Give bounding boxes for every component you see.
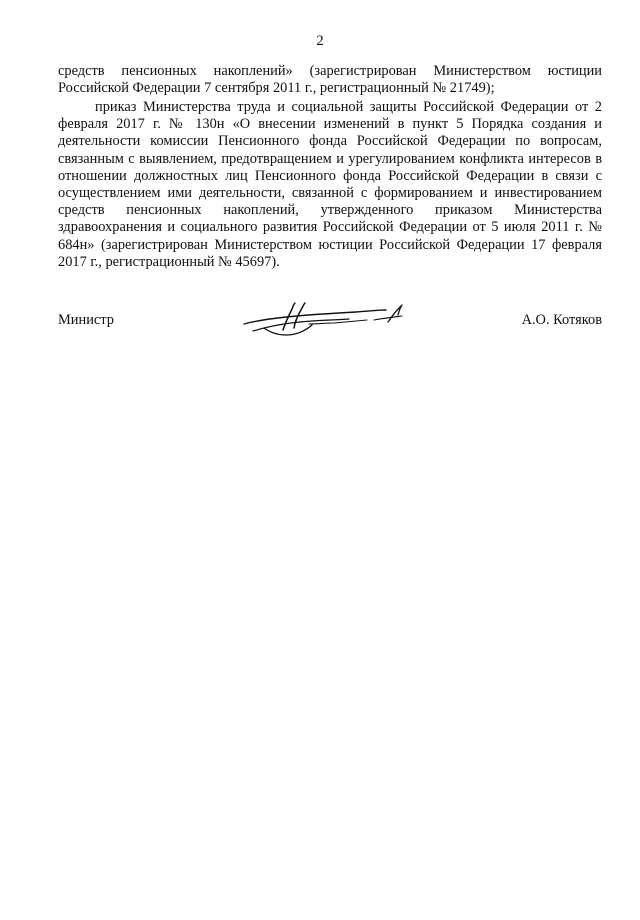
paragraph-1: средств пенсионных накоплений» (зарегистрирован Министерством юстиции Российской Федерации 7 сентября 2011 г., регистрационный № 21749); bbox=[58, 63, 602, 97]
paragraph-2: приказ Министерства труда и социальной защиты Российской Федерации от 2 февраля 2017 г. № 130н «О внесении изменений в пункт 5 Порядка создания и деятельности комиссии Пенсионного фонда Российской Федерации по вопросам, связанным с выявлением, предотвращением и урегулированием конфликта интересов в отношении должностных лиц Пенсионного фонда Российской Федерации в связи с осуществлением ими деятельности, связанной с формированием и инвестированием средств пенсионных накоплений, утвержденного приказом Министерства здравоохранения и социального развития Российской Федерации от 5 июля 2011 г. № 684н» (зарегистрирован Министерством юстиции Российской Федерации 17 февраля 2017 г., регистрационный № 45697). bbox=[58, 99, 602, 270]
page-number: 2 bbox=[316, 33, 324, 49]
signature-row bbox=[58, 310, 602, 350]
signature-image bbox=[238, 300, 428, 350]
signer-name: А.О. Котяков bbox=[521, 312, 602, 328]
signer-position: Министр bbox=[58, 312, 114, 328]
